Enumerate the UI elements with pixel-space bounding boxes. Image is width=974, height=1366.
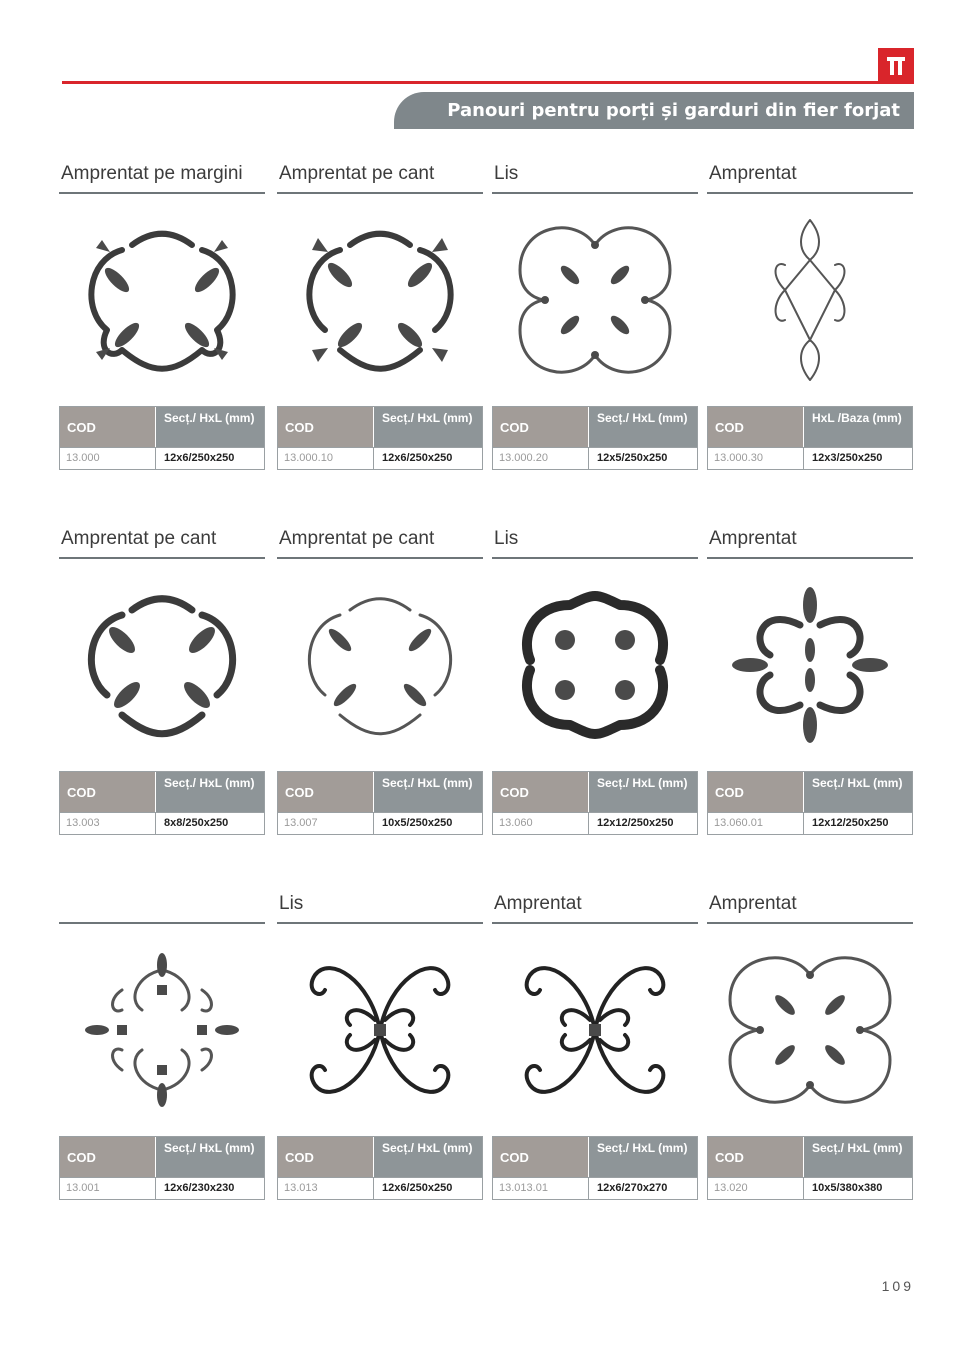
code-header: COD bbox=[493, 772, 589, 812]
spec-table bbox=[707, 406, 913, 470]
spec-table bbox=[707, 1136, 913, 1200]
circle-fleur-ornament-icon bbox=[277, 194, 483, 406]
product-size: 12x6/250x250 bbox=[382, 1182, 453, 1194]
code-header: COD bbox=[708, 407, 804, 447]
product-size: 10x5/250x250 bbox=[382, 817, 453, 829]
product-size: 12x6/250x250 bbox=[382, 452, 453, 464]
dimension-header: Secț./ HxL (mm) bbox=[156, 407, 264, 447]
product-size: 8x8/250x250 bbox=[164, 817, 229, 829]
spec-table bbox=[492, 1136, 698, 1200]
product-card bbox=[707, 527, 913, 835]
spec-table bbox=[492, 406, 698, 470]
spec-table bbox=[707, 771, 913, 835]
code-header: COD bbox=[60, 772, 156, 812]
product-title: Lis bbox=[277, 892, 483, 924]
product-title: Amprentat pe margini bbox=[59, 162, 265, 194]
spec-table bbox=[277, 406, 483, 470]
product-title: Amprentat pe cant bbox=[277, 527, 483, 559]
product-code: 13.060.01 bbox=[708, 813, 804, 834]
product-title: Amprentat bbox=[707, 892, 913, 924]
spec-table bbox=[59, 406, 265, 470]
product-code: 13.000 bbox=[60, 448, 156, 469]
product-size: 10x5/380x380 bbox=[812, 1182, 883, 1194]
product-size: 12x12/250x250 bbox=[597, 817, 674, 829]
product-card bbox=[59, 527, 265, 835]
code-header: COD bbox=[493, 407, 589, 447]
dimension-header: Secț./ HxL (mm) bbox=[804, 772, 912, 812]
product-card bbox=[277, 892, 483, 1200]
code-header: COD bbox=[60, 407, 156, 447]
product-card bbox=[277, 162, 483, 470]
spec-table bbox=[492, 771, 698, 835]
spec-table bbox=[277, 1136, 483, 1200]
scroll-fleur-ornament-icon bbox=[707, 924, 913, 1136]
heavy-scroll-ornament-icon bbox=[492, 559, 698, 771]
code-header: COD bbox=[278, 407, 374, 447]
dimension-header: Secț./ HxL (mm) bbox=[374, 1137, 482, 1177]
circle-fleur-ornament-icon bbox=[59, 559, 265, 771]
cross-leaf-ornament-icon bbox=[707, 559, 913, 771]
product-title: Amprentat bbox=[707, 162, 913, 194]
butterfly-scroll-ornament-icon bbox=[277, 924, 483, 1136]
scroll-fleur-ornament-icon bbox=[492, 194, 698, 406]
spec-table bbox=[277, 771, 483, 835]
circle-fleur-ornament-icon bbox=[277, 559, 483, 771]
product-title: Amprentat bbox=[492, 892, 698, 924]
dimension-header: Secț./ HxL (mm) bbox=[589, 407, 697, 447]
dimension-header: Secț./ HxL (mm) bbox=[804, 1137, 912, 1177]
product-code: 13.013.01 bbox=[493, 1178, 589, 1199]
header-rule bbox=[62, 81, 882, 84]
dimension-header: Secț./ HxL (mm) bbox=[589, 772, 697, 812]
product-code: 13.001 bbox=[60, 1178, 156, 1199]
product-card bbox=[277, 527, 483, 835]
product-title: Amprentat bbox=[707, 527, 913, 559]
spec-table bbox=[59, 1136, 265, 1200]
section-banner bbox=[394, 92, 914, 129]
product-card bbox=[707, 892, 913, 1200]
product-code: 13.007 bbox=[278, 813, 374, 834]
product-code: 13.020 bbox=[708, 1178, 804, 1199]
product-card bbox=[59, 162, 265, 470]
dimension-header: HxL /Baza (mm) bbox=[804, 407, 912, 447]
product-size: 12x12/250x250 bbox=[812, 817, 889, 829]
circle-fleur-ornament-icon bbox=[59, 194, 265, 406]
product-size: 12x6/250x250 bbox=[164, 452, 235, 464]
butterfly-scroll-ornament-icon bbox=[492, 924, 698, 1136]
brand-logo-icon bbox=[878, 48, 914, 84]
product-code: 13.003 bbox=[60, 813, 156, 834]
product-code: 13.000.30 bbox=[708, 448, 804, 469]
dimension-header: Secț./ HxL (mm) bbox=[156, 1137, 264, 1177]
product-title: Amprentat pe cant bbox=[277, 162, 483, 194]
product-card bbox=[492, 892, 698, 1200]
code-header: COD bbox=[278, 772, 374, 812]
dimension-header: Secț./ HxL (mm) bbox=[589, 1137, 697, 1177]
product-card bbox=[492, 162, 698, 470]
page-number: 109 bbox=[881, 1278, 914, 1294]
product-code: 13.000.20 bbox=[493, 448, 589, 469]
dimension-header: Secț./ HxL (mm) bbox=[374, 407, 482, 447]
spec-table bbox=[59, 771, 265, 835]
dimension-header: Secț./ HxL (mm) bbox=[156, 772, 264, 812]
code-header: COD bbox=[60, 1137, 156, 1177]
product-card bbox=[59, 892, 265, 1200]
product-title: Lis bbox=[492, 527, 698, 559]
code-header: COD bbox=[708, 772, 804, 812]
product-card bbox=[707, 162, 913, 470]
product-code: 13.000.10 bbox=[278, 448, 374, 469]
product-title: Lis bbox=[492, 162, 698, 194]
product-title: Amprentat pe cant bbox=[59, 527, 265, 559]
product-title bbox=[59, 892, 265, 924]
code-header: COD bbox=[708, 1137, 804, 1177]
product-card bbox=[492, 527, 698, 835]
dimension-header: Secț./ HxL (mm) bbox=[374, 772, 482, 812]
oval-scroll-ornament-icon bbox=[707, 194, 913, 406]
product-size: 12x6/230x230 bbox=[164, 1182, 235, 1194]
code-header: COD bbox=[493, 1137, 589, 1177]
product-size: 12x5/250x250 bbox=[597, 452, 668, 464]
diamond-scroll-ornament-icon bbox=[59, 924, 265, 1136]
product-size: 12x6/270x270 bbox=[597, 1182, 668, 1194]
product-code: 13.013 bbox=[278, 1178, 374, 1199]
product-size: 12x3/250x250 bbox=[812, 452, 883, 464]
section-title: Panouri pentru porți și garduri din fier forjat bbox=[447, 100, 900, 121]
product-code: 13.060 bbox=[493, 813, 589, 834]
code-header: COD bbox=[278, 1137, 374, 1177]
